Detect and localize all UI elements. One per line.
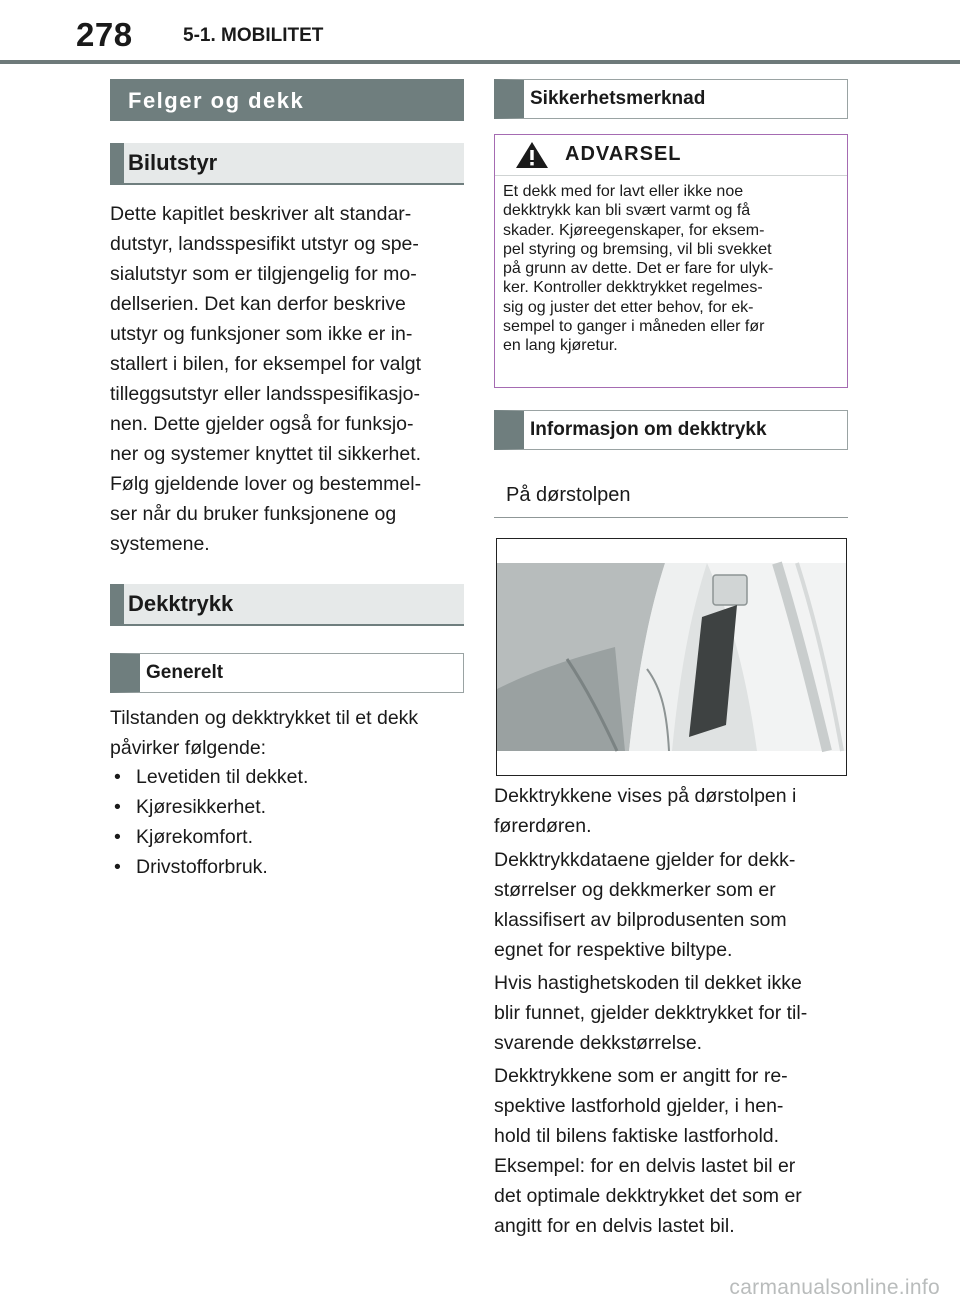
section-title: 5-1. MOBILITET	[183, 25, 324, 46]
chapter-heading: Felger og dekk	[110, 79, 464, 121]
heading-dekktrykk: Dekktrykk	[110, 584, 464, 626]
header-divider	[0, 60, 960, 64]
subheading-dorstolpen: På dørstolpen	[494, 472, 848, 518]
warning-title: ADVARSEL	[565, 143, 682, 165]
heading-informasjon: Informasjon om dekktrykk	[494, 410, 848, 450]
list-item: • Drivstofforbruk.	[110, 852, 464, 882]
dekktrykkdata-paragraph: Dekktrykkdataene gjelder for dekk- størrelser og dekkmerker som er klassifisert av bilprodusenten som egnet for respektive biltype.	[494, 849, 796, 961]
list-item: • Levetiden til dekket.	[110, 762, 464, 792]
lastforhold-paragraph: Dekktrykkene som er angitt for re- spektive lastforhold gjelder, i hen- hold til bilens faktiske lastforhold. Eksempel: for en delvis lastet bil er det optimale dekktrykket det som er angitt for en delvis lastet bil.	[494, 1065, 802, 1237]
heading-bilutstyr: Bilutstyr	[110, 143, 464, 185]
door-pillar-drawing	[497, 539, 846, 775]
list-item: • Kjørekomfort.	[110, 822, 464, 852]
page-header	[0, 0, 960, 62]
warning-text: Et dekk med for lavt eller ikke noe dekktrykk kan bli svært varmt og få skader. Kjøreegenskaper, for eksem- pel styring og bremsing, vil bli svekket på grunn av dette. Det er fare for ulyk- ker. Kontroller dekktrykket regelmes- sig og juster det etter behov, for ek- sempel to ganger i måneden eller før en lang kjøretur.	[503, 183, 774, 355]
door-pillar-illustration	[496, 538, 847, 776]
warning-triangle-icon	[515, 141, 549, 169]
hastighetskode-paragraph: Hvis hastighetskoden til dekket ikke blir funnet, gjelder dekktrykket for til- svarende dekkstørrelse.	[494, 972, 808, 1054]
dekktrykk-location-paragraph: Dekktrykkene vises på dørstolpen i førerdøren.	[494, 785, 797, 837]
bilutstyr-paragraph: Dette kapitlet beskriver alt standar- dutstyr, landsspesifikt utstyr og spe- sialutstyr som er tilgjengelig for mo- dellserien. Det kan derfor beskrive utstyr og funksjoner som ikke er in- stallert i bilen, for eksempel for valgt tilleggsutstyr eller landsspesifikasjo- nen. Dette gjelder også for funksjo- ner og systemer knyttet til sikkerhet. Følg gjeldende lover og bestemmel- ser når du bruker funksjonene og systemene.	[110, 203, 422, 555]
generelt-intro: Tilstanden og dekktrykket til et dekk påvirker følgende:	[110, 707, 419, 759]
warning-header	[495, 135, 847, 176]
page-number: 278	[76, 16, 133, 53]
warning-box	[494, 134, 848, 388]
heading-generelt: Generelt	[110, 653, 464, 693]
watermark: carmanualsonline.info	[729, 1276, 940, 1299]
list-item: • Kjøresikkerhet.	[110, 792, 464, 822]
effects-list	[110, 762, 464, 882]
heading-sikkerhetsmerknad: Sikkerhetsmerknad	[494, 79, 848, 119]
